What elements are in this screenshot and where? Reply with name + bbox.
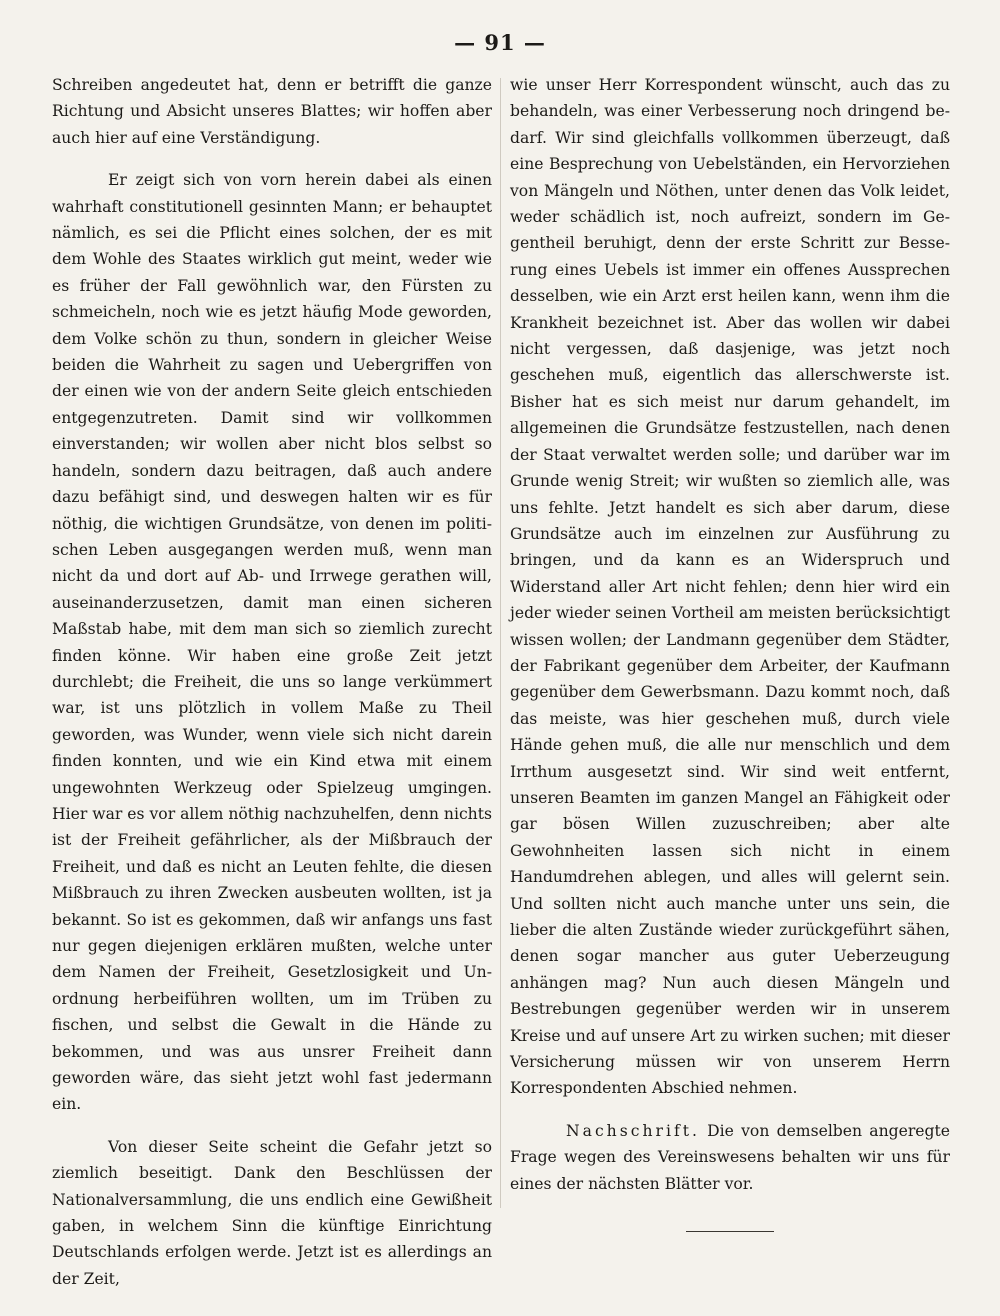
paragraph: Er zeigt sich von vorn herein dabei als einen wahrhaft constitutionell gesinnten Mann; er behauptet nämlich, es sei die Pflicht eines solchen, der es mit dem Wohle des Staates wirklich gut meint, weder wie es früher der Fall gewöhnlich war, den Fürsten zu schmeicheln, noch wie es jetzt häufig Mode geworden, dem Volke schön zu thun, sondern in gleicher Weise beiden die Wahrheit zu sagen und Uebergriffen von der einen wie von der andern Seite gleich entschieden entgegenzutreten. Damit sind wir vollkommen einverstanden; wir wollen aber nicht blos selbst so handeln, sondern dazu beitragen, daß auch andere dazu befähigt sind, und deswegen halten wir es für nöthig, die wichtigen Grundsätze, von denen im politischen Leben ausgegangen werden muß, wenn man nicht da und dort auf Ab- und Irrwege gerathen will, auseinanderzusetzen, damit man einen sicheren Maßstab habe, mit dem man sich so ziemlich zurecht finden könne. Wir haben eine große Zeit jetzt durchlebt; die Freiheit, die uns so lange verkümmert war, ist uns plötzlich in vollem Maße zu Theil geworden, was Wunder, wenn viele sich nicht darein finden konnten, und wie ein Kind etwa mit einem ungewohnten Werkzeug oder Spielzeug umgingen. Hier war es vor allem nöthig nachzuhelfen, denn nichts ist der Freiheit gefährlicher, als der Mißbrauch der Freiheit, und daß es nicht an Leuten fehlte, die diesen Mißbrauch zu ihren Zwecken ausbeuten wollten, ist ja bekannt. So ist es gekommen, daß wir anfangs uns fast nur gegen diejenigen erklären mußten, welche unter dem Namen der Freiheit, Gesetzlosigkeit und Unordnung herbeiführen wollten, um im Trüben zu fischen, und selbst die Gewalt in die Hände zu bekommen, und was aus unsrer Freiheit dann geworden wäre, das sieht jetzt wohl fast jedermann ein. — [52, 171, 492, 1114]
column-divider — [500, 78, 501, 1208]
postscript-label: Nachschrift. — [566, 1121, 700, 1140]
paragraph: Schreiben angedeutet hat, denn er betrifft die ganze Richtung und Absicht unseres Blattes; wir hoffen aber auch hier auf eine Verständigung. — [52, 76, 492, 147]
page-number: — 91 — — [454, 30, 546, 55]
postscript-text: Die von demselben angeregte Frage wegen des Vereinswesens behalten wir uns für eines der nächsten Blätter vor. — [510, 1121, 950, 1193]
end-rule — [686, 1231, 774, 1232]
paragraph: wie unser Herr Korrespondent wünscht, auch das zu behandeln, was einer Verbesserung noch dringend bedarf. Wir sind gleichfalls vollkommen überzeugt, daß eine Besprechung von Uebelständen, ein Hervorziehen von Mängeln und Nöthen, unter denen das Volk leidet, weder schädlich ist, noch aufreizt, sondern im Gegentheil beruhigt, denn der erste Schritt zur Besserung eines Uebels ist immer ein offenes Aussprechen desselben, wie ein Arzt erst heilen kann, wenn ihm die Krankheit bezeichnet ist. Aber das wollen wir dabei nicht vergessen, daß dasjenige, was jetzt noch geschehen muß, eigentlich das allerschwerste ist. Bisher hat es sich meist nur darum gehandelt, im allgemeinen die Grundsätze festzustellen, nach denen der Staat verwaltet werden solle; und darüber war im Grunde wenig Streit; wir wußten so ziemlich alle, was uns fehlte. Jetzt handelt es sich aber darum, diese Grundsätze auch im einzelnen zur Ausführung zu bringen, und da kann es an Widerspruch und Widerstand aller Art nicht fehlen; denn hier wird ein jeder wieder seinen Vortheil am meisten berücksichtigt wissen wollen; der Landmann gegenüber dem Städter, der Fabrikant gegenüber dem Arbeiter, der Kaufmann gegenüber dem Gewerbsmann. Dazu kommt noch, daß das meiste, was hier geschehen muß, durch viele Hände gehen muß, die alle nur menschlich und dem Irrthum ausgesetzt sind. Wir sind weit entfernt, unseren Beamten im ganzen Mangel an Fähigkeit oder gar bösen Willen zuzuschreiben; aber alte Gewohnheiten lassen sich nicht in einem Handumdrehen ablegen, und alles will gelernt sein. Und sollten nicht auch manche unter uns sein, die lieber die alten Zustände wieder zurückgeführt sähen, denen sogar mancher aus guter Ueberzeugung anhängen mag? Nun auch diesen Mängeln und Bestrebungen gegenüber werden wir in unserem Kreise und auf unsere Art zu wirken suchen; mit dieser Versicherung müssen wir von unserem Herrn Korrespondenten Abschied nehmen. — [510, 76, 950, 1098]
right-column — [510, 72, 950, 1232]
postscript-paragraph — [510, 1118, 950, 1197]
paragraph: Von dieser Seite scheint die Gefahr jetzt so ziemlich beseitigt. Dank den Beschlüssen der Nationalversammlung, die uns endlich eine Gewißheit gaben, in welchem Sinn die künftige Einrichtung Deutschlands erfolgen werde. Jetzt ist es allerdings an der Zeit, — [52, 1137, 492, 1288]
left-column — [52, 72, 492, 1292]
